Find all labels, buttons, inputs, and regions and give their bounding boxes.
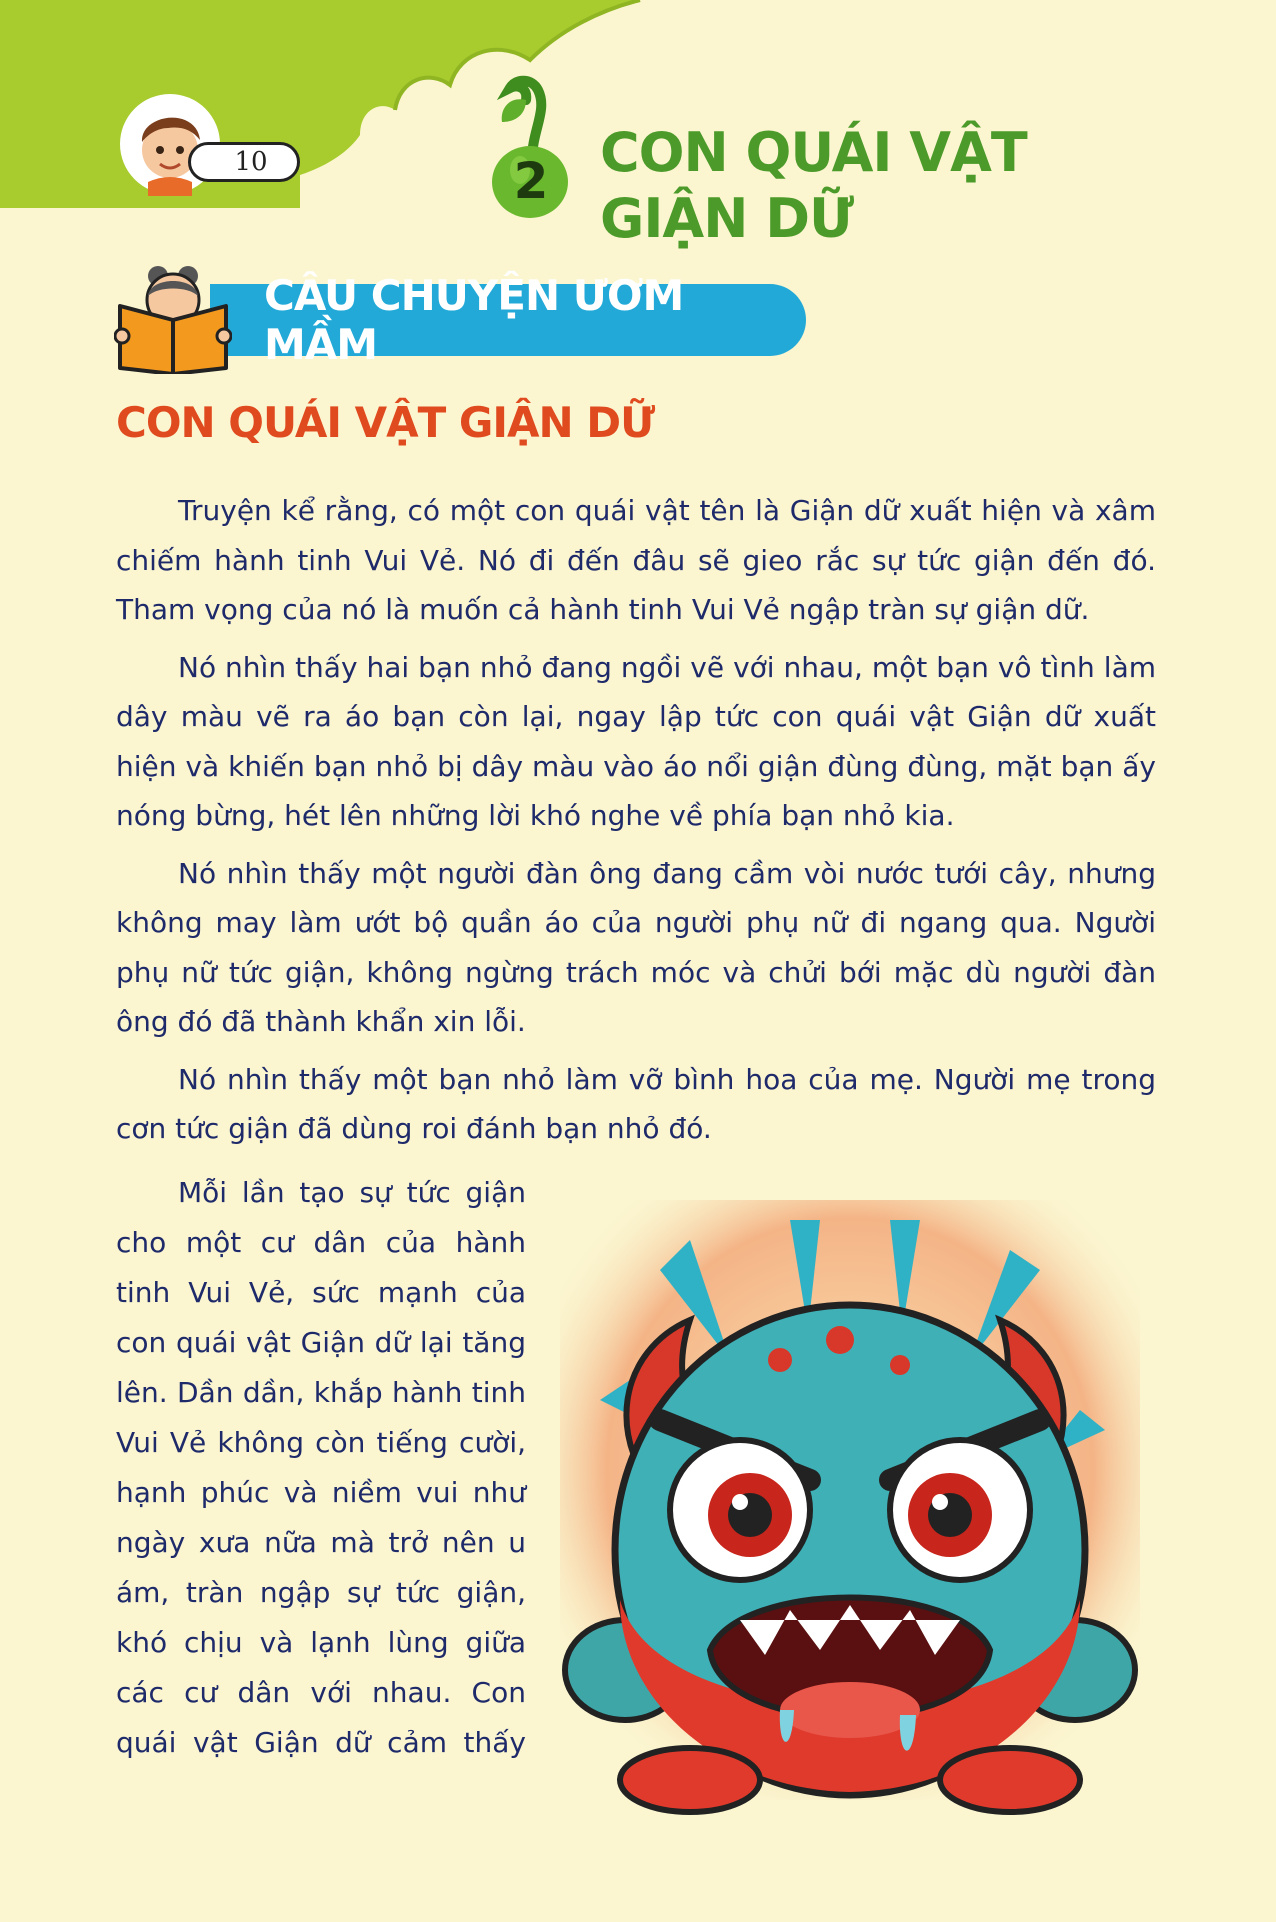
story-body: [116, 486, 1156, 1162]
chapter-title-line1: CON QUÁI VẬT: [600, 121, 1027, 184]
story-title: CON QUÁI VẬT GIẬN DỮ: [116, 398, 655, 447]
angry-monster-illustration: [540, 1180, 1160, 1820]
story-paragraph: Nó nhìn thấy hai bạn nhỏ đang ngồi vẽ với nhau, một bạn vô tình làm dây màu vẽ ra áo bạn còn lại, ngay lập tức con quái vật Giận dữ xuất hiện và khiến bạn nhỏ bị dây màu vào áo nổi giận đùng đùng, mặt bạn ấy nóng bừng, hét lên những lời khó nghe về phía bạn nhỏ kia.: [116, 650, 1156, 832]
section-label: CÂU CHUYỆN ƯƠM MẦM: [264, 271, 684, 369]
story-wrapped-column: [116, 1168, 526, 1768]
chapter-title: [600, 120, 1160, 252]
story-paragraph: Mỗi lần tạo sự tức giận cho một cư dân của hành tinh Vui Vẻ, sức mạnh của con quái vật Giận dữ lại tăng lên. Dần dần, khắp hành tinh Vui Vẻ không còn tiếng cười, hạnh phúc và niềm vui như ngày xưa nữa mà trở nên u ám, tràn ngập sự tức giận, khó chịu và lạnh lùng giữa các cư dân với nhau. Con quái vật Giận dữ cảm thấy: [116, 1176, 526, 1759]
page-number: 10: [188, 142, 300, 182]
open-book-reader-icon: [114, 262, 232, 374]
story-paragraph: Nó nhìn thấy một người đàn ông đang cầm vòi nước tưới cây, nhưng không may làm ướt bộ quần áo của người phụ nữ đi ngang qua. Người phụ nữ tức giận, không ngừng trách móc và chửi bới mặc dù người đàn ông đó đã thành khẩn xin lỗi.: [116, 856, 1156, 1038]
story-paragraph: Truyện kể rằng, có một con quái vật tên là Giận dữ xuất hiện và xâm chiếm hành tinh Vui Vẻ. Nó đi đến đâu sẽ gieo rắc sự tức giận đến đó. Tham vọng của nó là muốn cả hành tinh Vui Vẻ ngập tràn sự giận dữ.: [116, 494, 1156, 626]
section-banner: [210, 271, 806, 369]
chapter-title-line2: GIẬN DỮ: [600, 187, 854, 250]
story-paragraph: Nó nhìn thấy một bạn nhỏ làm vỡ bình hoa của mẹ. Người mẹ trong cơn tức giận đã dùng roi đánh bạn nhỏ đó.: [116, 1062, 1156, 1145]
chapter-number: 2: [513, 152, 549, 210]
